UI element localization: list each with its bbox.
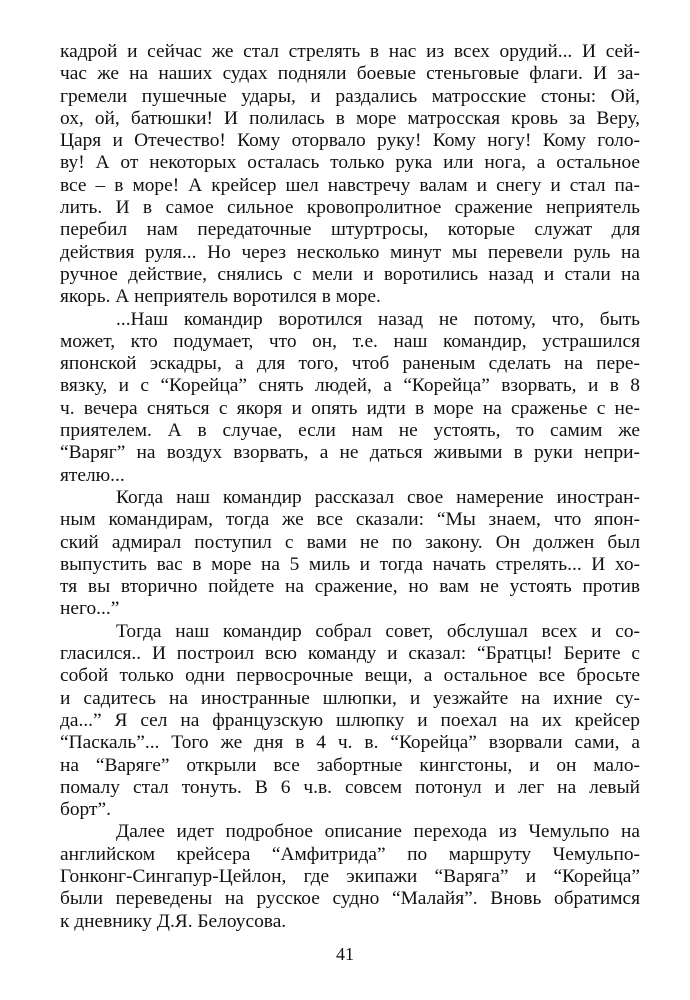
page-number: 41	[336, 944, 354, 964]
paragraph	[60, 621, 640, 822]
text-line: Царя и Отечество! Кому оторвало руку! Кому ногу! Кому голо-	[60, 130, 640, 152]
text-line: “Варяг” на воздух взорвать, а не даться живыми в руки непри-	[60, 442, 640, 464]
text-line: да...” Я сел на французскую шлюпку и поехал на их крейсер	[60, 709, 640, 731]
text-line: Гонконг-Сингапур-Цейлон, где экипажи “Варяга” и “Корейца”	[60, 865, 640, 887]
text-line: Далее идет подробное описание перехода из Чемульпо на	[116, 821, 640, 843]
text-line: приятелем. А в случае, если нам не устоять, то самим же	[60, 420, 640, 442]
text-line: гласился.. И построил всю команду и сказал: “Братцы! Берите с	[60, 643, 640, 665]
text-line: Тогда наш командир собрал совет, обслушал всех и со-	[116, 620, 640, 642]
text-line: ятелю...	[60, 464, 125, 486]
text-line: японской эскадры, а для того, чтоб раненым сделать на пере-	[60, 353, 640, 375]
text-line: тя вы вторично пойдете на сражение, но вам не устоять против	[60, 576, 640, 598]
paragraph	[60, 487, 640, 621]
text-line: ным командирам, тогда же все сказали: “Мы знаем, что япон-	[60, 509, 640, 531]
text-line: лить. И в самое сильное кровопролитное сражение неприятель	[60, 197, 640, 219]
text-line: ох, ой, батюшки! И полилась в море матросская кровь за Веру,	[60, 107, 640, 129]
text-line: Когда наш командир рассказал свое намерение иностран-	[116, 486, 640, 508]
text-line: выпустить вас в море на 5 миль и тогда начать стрелять... И хо-	[60, 553, 640, 575]
text-line: вязку, и с “Корейца” снять людей, а “Корейца” взорвать, и в 8	[60, 375, 640, 397]
text-line: кадрой и сейчас же стал стрелять в нас из всех орудий... И сей-	[60, 41, 640, 62]
page-body	[60, 41, 640, 933]
text-line: гремели пушечные удары, и раздались матросские стоны: Ой,	[60, 85, 640, 107]
paragraph	[60, 821, 640, 932]
text-line: английском крейсера “Амфитрида” по маршруту Чемульпо-	[60, 843, 640, 865]
text-line: и садитесь на иностранные шлюпки, и уезжайте на ихние су-	[60, 687, 640, 709]
text-line: собой только одни первосрочные вещи, а остальное все бросьте	[60, 665, 640, 687]
text-line: на “Варяге” открыли все забортные кингстоны, и он мало-	[60, 754, 640, 776]
text-line: ский адмирал поступил с вами не по закону. Он должен был	[60, 531, 640, 553]
paragraph	[60, 41, 640, 309]
text-line: ч. вечера сняться с якоря и опять идти в море на сраженье с не-	[60, 397, 640, 419]
text-line: помалу стал тонуть. В 6 ч.в. совсем потонул и лег на левый	[60, 776, 640, 798]
text-line: час же на наших судах подняли боевые стеньговые флаги. И за-	[60, 63, 640, 85]
text-line: борт”.	[60, 799, 111, 821]
text-line: может, кто подумает, что он, т.е. наш командир, устрашился	[60, 330, 640, 352]
text-line: к дневнику Д.Я. Белоусова.	[60, 910, 287, 932]
text-line: ручное действие, снялись с мели и воротились назад и стали на	[60, 263, 640, 285]
text-line: все – в море! А крейсер шел навстречу валам и снегу и стал па-	[60, 174, 640, 196]
text-line: “Паскаль”... Того же дня в 4 ч. в. “Корейца” взорвали сами, а	[60, 732, 640, 754]
text-line: ...Наш командир воротился назад не потому, что, быть	[116, 308, 640, 330]
text-line: были переведены на русское судно “Малайя”. Вновь обратимся	[60, 888, 640, 910]
paragraph	[60, 309, 640, 487]
text-line: якорь. А неприятель воротился в море.	[60, 286, 381, 308]
text-line: действия руля... Но через несколько минут мы перевели руль на	[60, 241, 640, 263]
text-line: перебил нам передаточные штуртросы, которые служат для	[60, 219, 640, 241]
text-line: него...”	[60, 598, 120, 620]
text-line: ву! А от некоторых осталась только рука или нога, а остальное	[60, 152, 640, 174]
